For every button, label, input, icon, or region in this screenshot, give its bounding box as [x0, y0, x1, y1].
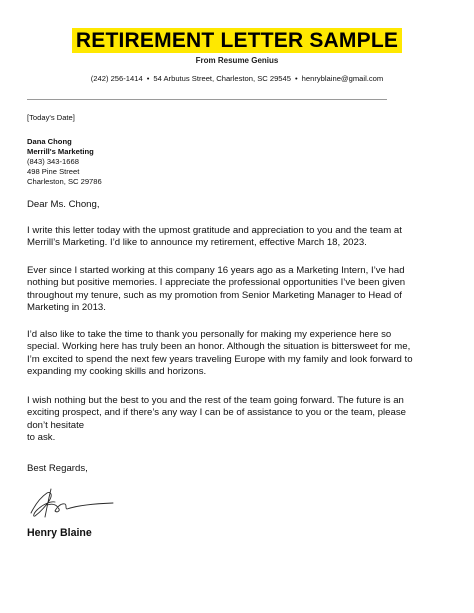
- recipient-block: [27, 137, 102, 187]
- paragraph-line: don’t hesitate: [27, 419, 85, 431]
- paragraph-line: I’m excited to spend the next few years traveling Europe with my family and look forward to: [27, 353, 413, 365]
- paragraph-line: exciting prospect, and if there’s any way I can be of assistance to you or the team, please: [27, 407, 406, 419]
- sender-phone: (242) 256-1414: [90, 74, 143, 83]
- sender-email: henryblaine@gmail.com: [301, 74, 384, 83]
- paragraph-line: to ask.: [27, 432, 56, 444]
- paragraph-line: throughout my tenure, such as my promotion from Senior Marketing Manager to Head of: [27, 289, 402, 301]
- recipient-street: 498 Pine Street: [27, 167, 80, 176]
- recipient-city: Charleston, SC 29786: [27, 177, 102, 186]
- page-title: RETIREMENT LETTER SAMPLE: [72, 28, 402, 53]
- bullet-separator: •: [146, 74, 150, 83]
- bullet-separator: •: [294, 74, 298, 83]
- paragraph-line: Merrill’s Marketing. I’d like to announce my retirement, effective March 18, 2023.: [27, 237, 367, 249]
- paragraph-line: Marketing in 2013.: [27, 302, 106, 314]
- paragraph-line: I wish nothing but the best to you and the rest of the team going forward. The future is an: [27, 395, 404, 406]
- salutation: Dear Ms. Chong,: [27, 199, 100, 210]
- recipient-phone: (843) 343-1668: [27, 157, 79, 166]
- paragraph-line: I write this letter today with the upmost gratitude and appreciation to you and the team at: [27, 225, 402, 236]
- paragraph-line: Ever since I started working at this company 16 years ago as a Marketing Intern, I’ve had: [27, 265, 405, 276]
- sender-contact-line: [74, 74, 400, 83]
- sender-address: 54 Arbutus Street, Charleston, SC 29545: [153, 74, 291, 83]
- recipient-name: Dana Chong: [27, 137, 72, 146]
- paragraph-2: [27, 265, 457, 315]
- closing: Best Regards,: [27, 463, 88, 474]
- subtitle: From Resume Genius: [195, 56, 279, 65]
- header-divider: [27, 99, 387, 100]
- signature-image: [27, 483, 117, 521]
- paragraph-3: [27, 329, 457, 379]
- paragraph-4: [27, 395, 457, 445]
- paragraph-line: nothing but positive memories. I appreciate the professional opportunities I’ve been given: [27, 277, 406, 289]
- title-wrap: [0, 28, 474, 53]
- paragraph-line: special. Working here has truly been an honor. Although the situation is bittersweet for me,: [27, 341, 411, 353]
- paragraph-1: [27, 225, 457, 250]
- recipient-company: Merrill's Marketing: [27, 147, 94, 156]
- signer-name: Henry Blaine: [27, 527, 92, 539]
- paragraph-line: expanding my cooking skills and horizons.: [27, 366, 207, 378]
- paragraph-line: I’d also like to take the time to thank you personally for making my experience here so: [27, 329, 392, 340]
- date-line: [Today's Date]: [27, 113, 75, 122]
